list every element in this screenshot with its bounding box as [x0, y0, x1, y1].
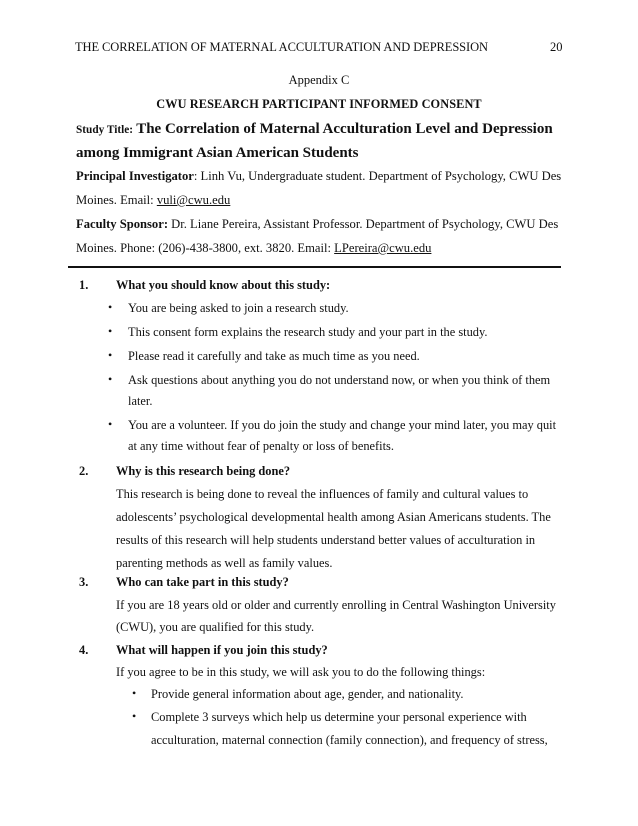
investigator-line-1 [76, 169, 561, 184]
section-4-bullet-2-cont: acculturation, maternal connection (family connection), and frequency of stress, [151, 733, 548, 747]
section-2-line-1: This research is being done to reveal the influences of family and cultural values to [116, 487, 529, 501]
page-number: 20 [550, 40, 563, 54]
section-1-bullet-1: You are being asked to join a research study. [128, 301, 349, 315]
study-title-text-2: among Immigrant Asian American Students [76, 145, 359, 161]
section-4-number: 4. [79, 643, 89, 657]
bullet-dot: • [108, 372, 113, 386]
appendix-label: Appendix C [288, 73, 350, 87]
study-title-colon: : [129, 124, 134, 136]
bullet-dot: • [108, 348, 113, 362]
bullet-dot: • [132, 709, 137, 723]
bullet-dot: • [108, 300, 113, 314]
section-3-line-1: If you are 18 years old or older and currently enrolling in Central Washington University [116, 598, 556, 612]
investigator-text-1: Linh Vu, Undergraduate student. Department of Psychology, CWU Des [200, 169, 562, 183]
section-2-line-3: results of this research will help students understand better values of acculturation in [116, 533, 536, 547]
section-1-bullet-5-cont: at any time without fear of penalty or loss of benefits. [128, 439, 394, 453]
section-4-bullet-1: Provide general information about age, gender, and nationality. [151, 687, 464, 701]
section-1-bullet-5: You are a volunteer. If you do join the study and change your mind later, you may quit [128, 418, 557, 432]
sponsor-label: Faculty Sponsor: [76, 217, 169, 231]
bullet-dot: • [108, 324, 113, 338]
section-1-bullet-2: This consent form explains the research study and your part in the study. [128, 325, 488, 339]
section-1-bullet-4: Ask questions about anything you do not understand now, or when you think of them [128, 373, 551, 387]
section-4-bullet-2: Complete 3 surveys which help us determine your personal experience with [151, 710, 527, 724]
section-3-number: 3. [79, 575, 89, 589]
investigator-colon: : [193, 169, 201, 183]
investigator-label: Principal Investigator [76, 169, 194, 183]
investigator-text-2: Moines. Email: [76, 193, 157, 207]
section-2-line-4: parenting methods as well as family values. [116, 556, 333, 570]
study-title-line-1 [76, 121, 553, 138]
sponsor-text-2: Moines. Phone: (206)-438-3800, ext. 3820. Email: [76, 241, 335, 255]
running-head: THE CORRELATION OF MATERNAL ACCULTURATION AND DEPRESSION [75, 40, 488, 54]
section-divider [68, 266, 561, 268]
study-title-line-2 [76, 145, 359, 162]
sponsor-line-2 [76, 241, 431, 256]
sponsor-line-1 [76, 217, 558, 232]
investigator-line-2 [76, 193, 230, 208]
section-1-bullet-3: Please read it carefully and take as much time as you need. [128, 349, 420, 363]
sponsor-text-1: Dr. Liane Pereira, Assistant Professor. Department of Psychology, CWU Des [171, 217, 559, 231]
sponsor-email-link[interactable]: LPereira@cwu.edu [334, 241, 432, 255]
section-1-bullet-4-cont: later. [128, 394, 153, 408]
section-4-heading: What will happen if you join this study? [116, 643, 328, 657]
section-2-number: 2. [79, 464, 89, 478]
section-1-number: 1. [79, 278, 89, 292]
section-1-heading: What you should know about this study: [116, 278, 331, 292]
section-3-heading: Who can take part in this study? [116, 575, 289, 589]
study-title-text-1: The Correlation of Maternal Acculturation Level and Depression [136, 121, 553, 137]
section-4-line-1: If you agree to be in this study, we will ask you to do the following things: [116, 665, 486, 679]
section-3-line-2: (CWU), you are qualified for this study. [116, 620, 315, 634]
consent-title: CWU RESEARCH PARTICIPANT INFORMED CONSENT [156, 97, 482, 111]
section-2-line-2: adolescents’ psychological developmental health among Asian Americans students. The [116, 510, 551, 524]
bullet-dot: • [108, 417, 113, 431]
bullet-dot: • [132, 686, 137, 700]
study-title-label: Study Title [76, 124, 130, 136]
investigator-email-link[interactable]: vuli@cwu.edu [156, 193, 231, 207]
section-2-heading: Why is this research being done? [116, 464, 291, 478]
